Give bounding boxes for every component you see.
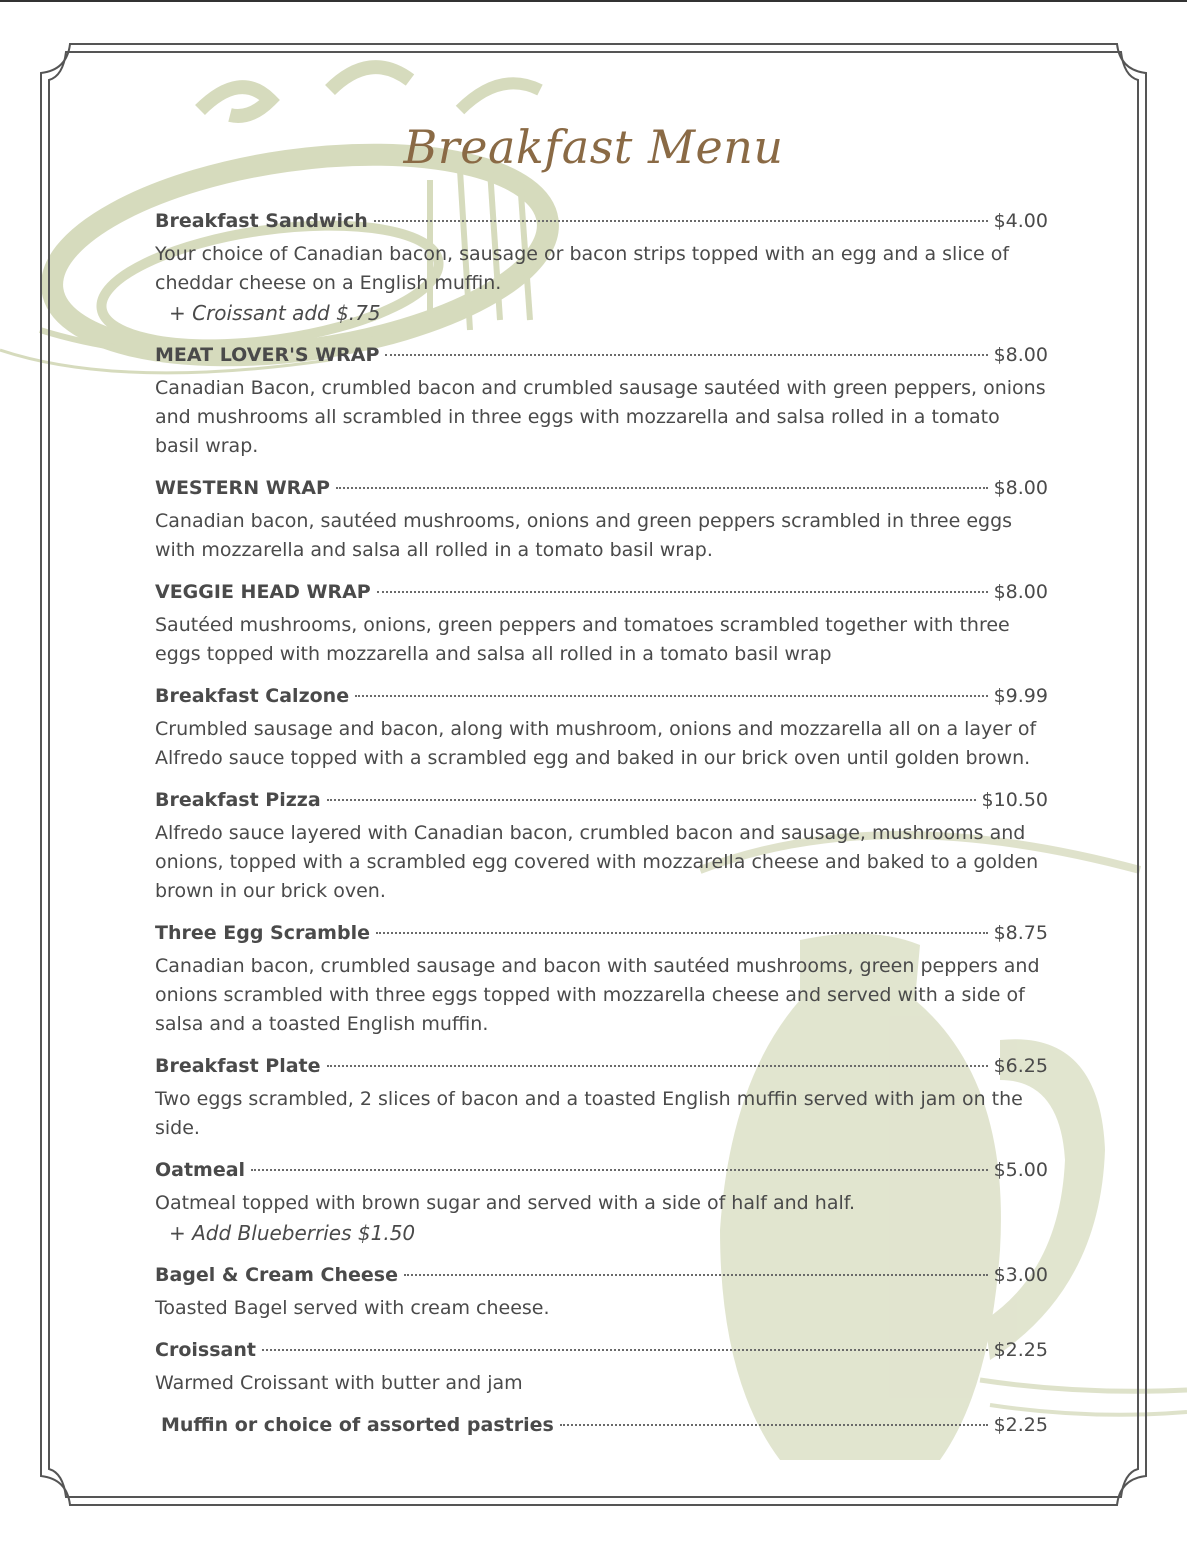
menu-item [155, 344, 1048, 461]
item-name: Bagel & Cream Cheese [155, 1264, 398, 1286]
menu-item [155, 1414, 1048, 1444]
item-price: $2.25 [993, 1339, 1048, 1361]
menu-item [155, 922, 1048, 1039]
item-description: Toasted Bagel served with cream cheese. [155, 1297, 550, 1319]
item-addon: + Add Blueberries $1.50 [169, 1221, 416, 1245]
menu-item [155, 1264, 1048, 1323]
menu-item [155, 1159, 1048, 1248]
item-name: VEGGIE HEAD WRAP [155, 581, 371, 603]
menu-item [155, 1055, 1048, 1143]
item-description: Warmed Croissant with butter and jam [155, 1372, 523, 1394]
item-description: Canadian bacon, sautéed mushrooms, onions and green peppers scrambled in three eggs with mozzarella and salsa all rolled in a tomato basil wrap. [155, 510, 1013, 561]
item-price: $6.25 [993, 1055, 1048, 1077]
item-price: $9.99 [993, 685, 1048, 707]
item-price: $10.50 [981, 789, 1048, 811]
dot-leader [251, 1169, 988, 1171]
item-description: Crumbled sausage and bacon, along with mushroom, onions and mozzarella all on a layer of Alfredo sauce topped with a scrambled egg and baked in our brick oven until golden brown. [155, 718, 1037, 769]
item-description: Alfredo sauce layered with Canadian bacon, crumbled bacon and sausage, mushrooms and onions, topped with a scrambled egg covered with mozzarella cheese and baked to a golden brown in our brick oven. [155, 822, 1039, 902]
item-description: Sautéed mushrooms, onions, green peppers and tomatoes scrambled together with three eggs topped with mozzarella and salsa all rolled in a tomato basil wrap [155, 614, 1010, 665]
menu-item [155, 685, 1048, 773]
item-name: WESTERN WRAP [155, 477, 330, 499]
dot-leader [374, 220, 988, 222]
item-price: $8.00 [993, 477, 1048, 499]
item-name: Muffin or choice of assorted pastries [161, 1414, 554, 1436]
item-price: $8.75 [993, 922, 1048, 944]
item-name: Breakfast Pizza [155, 789, 321, 811]
item-price: $2.25 [993, 1414, 1048, 1436]
menu-title: Breakfast Menu [403, 120, 784, 174]
item-name: Croissant [155, 1339, 256, 1361]
item-description: Two eggs scrambled, 2 slices of bacon and a toasted English muffin served with jam on the side. [155, 1088, 1023, 1139]
item-description: Oatmeal topped with brown sugar and served with a side of half and half. [155, 1192, 856, 1214]
item-price: $8.00 [993, 344, 1048, 366]
item-name: Three Egg Scramble [155, 922, 370, 944]
item-name: Breakfast Calzone [155, 685, 350, 707]
menu-list [155, 210, 1048, 1460]
menu-item [155, 477, 1048, 565]
dot-leader [355, 695, 988, 697]
item-addon: + Croissant add $.75 [169, 301, 381, 325]
item-name: Oatmeal [155, 1159, 246, 1181]
item-name: Breakfast Plate [155, 1055, 321, 1077]
dot-leader [404, 1274, 988, 1276]
item-price: $3.00 [993, 1264, 1048, 1286]
dot-leader [327, 799, 976, 801]
dot-leader [336, 487, 988, 489]
dot-leader [560, 1424, 988, 1426]
menu-item [155, 1339, 1048, 1398]
menu-item [155, 789, 1048, 906]
item-price: $8.00 [993, 581, 1048, 603]
menu-item [155, 210, 1048, 328]
item-description: Your choice of Canadian bacon, sausage or bacon strips topped with an egg and a slice of cheddar cheese on a English muffin. [155, 243, 1010, 294]
dot-leader [376, 932, 988, 934]
item-price: $5.00 [993, 1159, 1048, 1181]
item-description: Canadian Bacon, crumbled bacon and crumbled sausage sautéed with green peppers, onions and mushrooms all scrambled in three eggs with mozzarella and salsa rolled in a tomato basil wrap. [155, 377, 1046, 457]
dot-leader [377, 591, 988, 593]
item-name: Breakfast Sandwich [155, 210, 368, 232]
item-price: $4.00 [993, 210, 1048, 232]
dot-leader [327, 1065, 988, 1067]
menu-item [155, 581, 1048, 669]
dot-leader [262, 1349, 988, 1351]
item-name: MEAT LOVER'S WRAP [155, 344, 380, 366]
dot-leader [385, 354, 987, 356]
item-description: Canadian bacon, crumbled sausage and bacon with sautéed mushrooms, green peppers and onions scrambled with three eggs topped with mozzarella cheese and served with a side of salsa and a toasted English muffin. [155, 955, 1040, 1035]
